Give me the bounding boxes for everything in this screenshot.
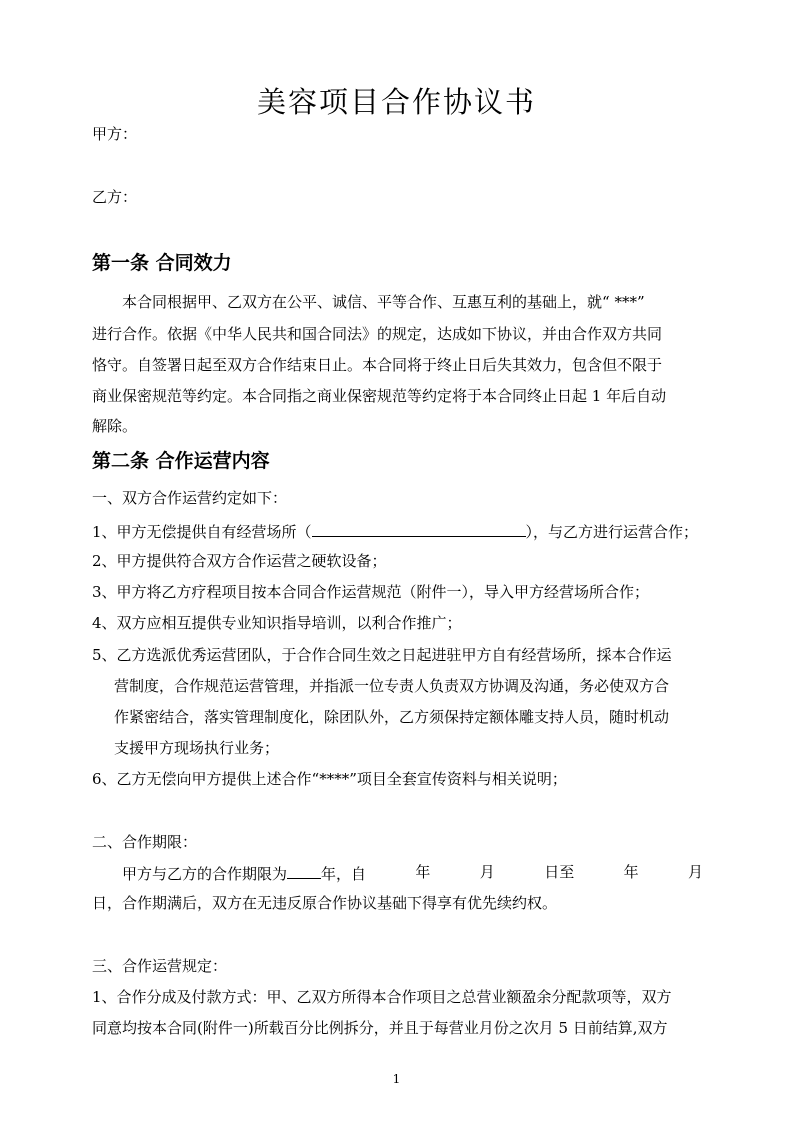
article1-line-4: 商业保密规范等约定。本合同指之商业保密规范等约定将于本合同终止日起 1 年后自动 [92, 387, 667, 405]
item-3: 3、甲方将乙方疗程项目按本合同合作运营规范（附件一），导入甲方经营场所合作； [92, 583, 650, 601]
article1-heading: 第一条 合同效力 [92, 252, 232, 274]
rule-1-line-1: 1、合作分成及付款方式：甲、乙双方所得本合作项目之总营业额盈余分配款项等，双方 [92, 988, 672, 1006]
term-line-1 [122, 862, 703, 884]
section2-title: 二、合作期限： [92, 833, 198, 851]
item-1 [92, 520, 698, 542]
term-start-day-to: 日至 [544, 863, 575, 881]
item-4: 4、双方应相互提供专业知识指导培训，以利合作推广； [92, 614, 462, 632]
term-start-month: 月 [479, 863, 495, 881]
item-2: 2、甲方提供符合双方合作运营之硬软设备； [92, 552, 387, 570]
rule-1-line-2: 同意均按本合同(附件一)所载百分比例拆分，并且于每营业月份之次月 5 日前结算,双方 [92, 1019, 668, 1037]
item-6: 6、乙方无偿向甲方提供上述合作“****”项目全套宣传资料与相关说明； [92, 770, 567, 788]
term-end-year: 年 [623, 863, 639, 881]
item-5-line-2: 营制度，合作规范运营管理，并指派一位专责人负责双方协调及沟通，务必使双方合 [114, 677, 670, 695]
term-end-month: 月 [687, 863, 703, 881]
page-number: 1 [392, 1072, 401, 1086]
article2-heading: 第二条 合作运营内容 [92, 450, 270, 472]
article1-line-5: 解除。 [92, 417, 138, 435]
document-title: 美容项目合作协议书 [256, 85, 536, 119]
article1-line-1: 本合同根据甲、乙双方在公平、诚信、平等合作、互惠互利的基础上，就“ ***” [122, 293, 645, 311]
item-1-prefix: 1、甲方无偿提供自有经营场所（ [92, 523, 312, 541]
item-5-line-4: 支援甲方现场执行业务； [114, 739, 280, 757]
item-5-line-3: 作紧密结合，落实管理制度化，除团队外，乙方须保持定额体雕支持人员，随时机动 [114, 708, 670, 726]
item-1-suffix: ），与乙方进行运营合作； [525, 523, 699, 541]
article1-line-2: 进行合作。依据《中华人民共和国合同法》的规定，达成如下协议，并由合作双方共同 [92, 325, 663, 343]
party-b-label: 乙方： [92, 188, 138, 206]
section3-title: 三、合作运营规定： [92, 957, 228, 975]
term-start-year: 年 [415, 863, 431, 881]
term-prefix: 甲方与乙方的合作期限为 [122, 865, 288, 883]
term-years-blank [287, 862, 321, 879]
item-5-line-1: 5、乙方选派优秀运营团队，于合作合同生效之日起进驻甲方自有经营场所，採本合作运 [92, 646, 672, 664]
article1-line-3: 恪守。自签署日起至双方合作结束日止。本合同将于终止日后失其效力，包含但不限于 [92, 356, 663, 374]
section1-title: 一、双方合作运营约定如下： [92, 489, 288, 507]
venue-blank-line [312, 520, 526, 537]
term-line-2: 日，合作期满后，双方在无违反原合作协议基础下得享有优先续约权。 [92, 894, 558, 912]
term-year-from: 年，自 [321, 865, 367, 883]
party-a-label: 甲方： [92, 125, 138, 143]
